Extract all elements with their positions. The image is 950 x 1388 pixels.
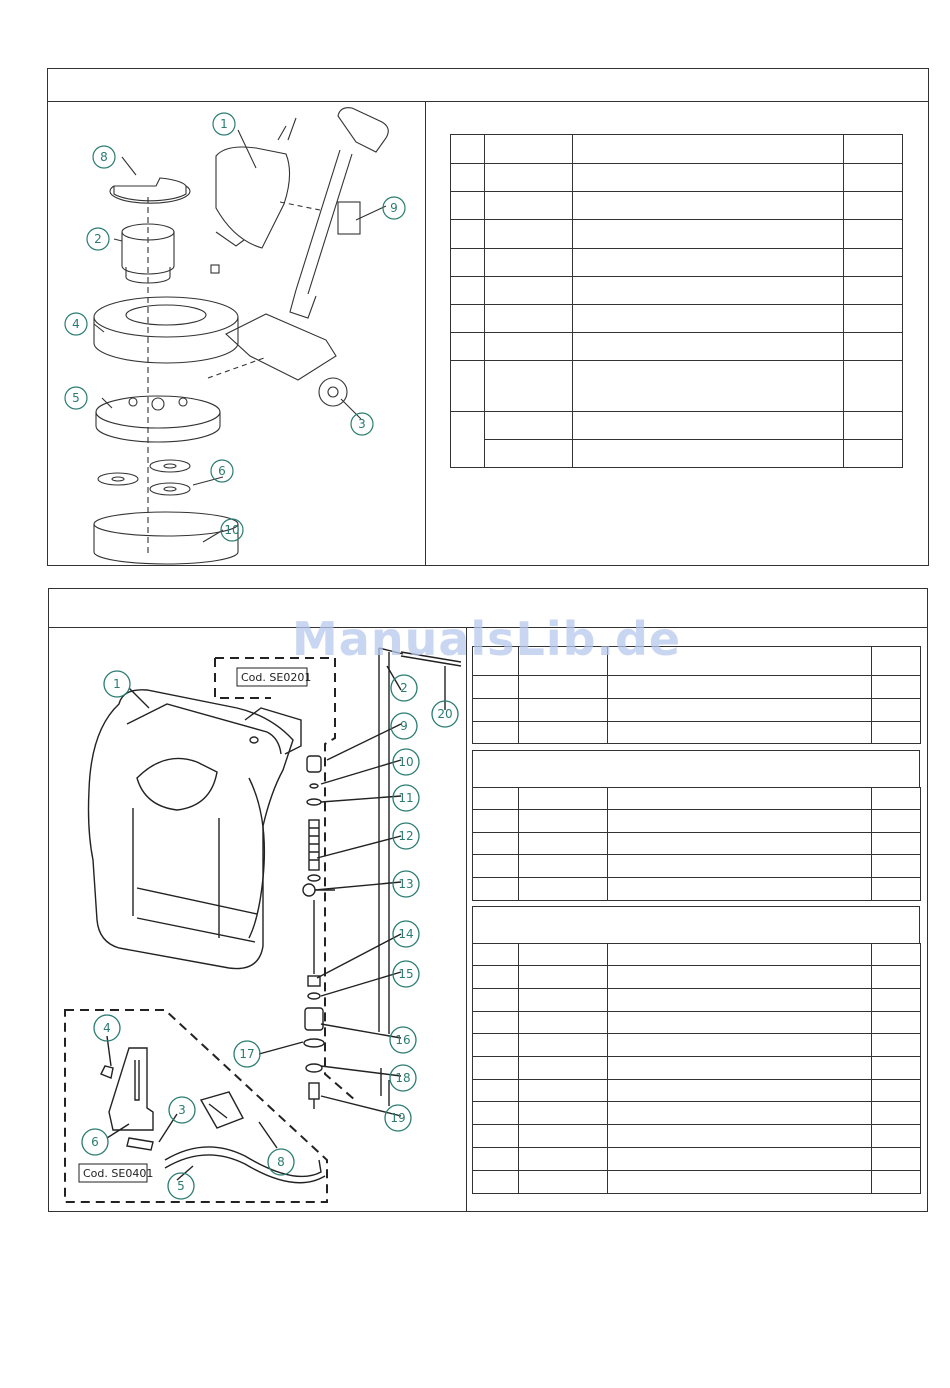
s2-callout-17: 17 [239,1047,255,1061]
table-row [451,192,903,220]
table-row [473,788,921,810]
table-row [473,1057,921,1080]
table-row [451,304,903,332]
table-row [473,855,921,878]
s2-callout-1: 1 [113,677,121,691]
table-row [473,1080,921,1102]
s2-callout-2: 2 [400,681,408,695]
s2-callout-19: 19 [390,1111,406,1125]
table-row [473,989,921,1012]
table-row [473,878,921,901]
s1-callout-5: 5 [72,391,80,405]
s2-callout-6: 6 [91,1135,99,1149]
s1-callout-3: 3 [358,417,366,431]
s2-callout-16: 16 [395,1033,411,1047]
table-row [473,833,921,855]
table-row [473,1148,921,1171]
table-row [451,411,903,439]
s2-callout-11: 11 [398,791,414,805]
s2-callout-3: 3 [178,1103,186,1117]
section-2-table-b [472,787,921,901]
table-row [473,722,921,744]
section-2-table-c-header [472,906,920,944]
table-row [451,248,903,276]
s2-callout-12: 12 [398,829,414,843]
s2-callout-18: 18 [395,1071,411,1085]
table-row [473,699,921,722]
s2-callout-4: 4 [103,1021,111,1035]
s2-callout-8: 8 [277,1155,285,1169]
s2-callout-20: 20 [437,707,453,721]
table-row [451,333,903,361]
table-row [473,1102,921,1125]
s1-callout-10: 10 [224,523,240,537]
s1-callout-1: 1 [220,117,228,131]
section-1-exploded-drawing [48,102,424,565]
s2-callout-15: 15 [398,967,414,981]
s2-callout-9: 9 [400,719,408,733]
code-label-bottom: Cod. SE0401 [83,1167,154,1180]
table-row [451,276,903,304]
s1-callout-4: 4 [72,317,80,331]
table-row [451,135,903,164]
table-row [473,676,921,699]
section-2-exploded-drawing [49,628,465,1211]
s1-callout-2: 2 [94,232,102,246]
code-label-top: Cod. SE0201 [241,671,312,684]
table-row [473,1171,921,1194]
table-row [473,966,921,989]
table-row [473,810,921,833]
s2-callout-13: 13 [398,877,414,891]
s2-callout-5: 5 [177,1179,185,1193]
section-1-column-divider [425,101,426,566]
s1-callout-6: 6 [218,464,226,478]
section-1-parts-table [450,134,903,468]
table-row [473,944,921,966]
section-2-column-divider [466,627,467,1212]
s1-callout-8: 8 [100,150,108,164]
table-row [451,439,903,467]
table-row [451,361,903,411]
table-row [473,1125,921,1148]
s2-callout-14: 14 [398,927,414,941]
section-2-table-b-header [472,750,920,788]
s1-callout-9: 9 [390,201,398,215]
table-row [473,1034,921,1057]
table-row [473,1012,921,1034]
s2-callout-10: 10 [398,755,414,769]
table-row [451,164,903,192]
watermark-text: ManualsLib.de [292,612,682,666]
table-row [451,220,903,248]
section-2-table-c [472,943,921,1194]
